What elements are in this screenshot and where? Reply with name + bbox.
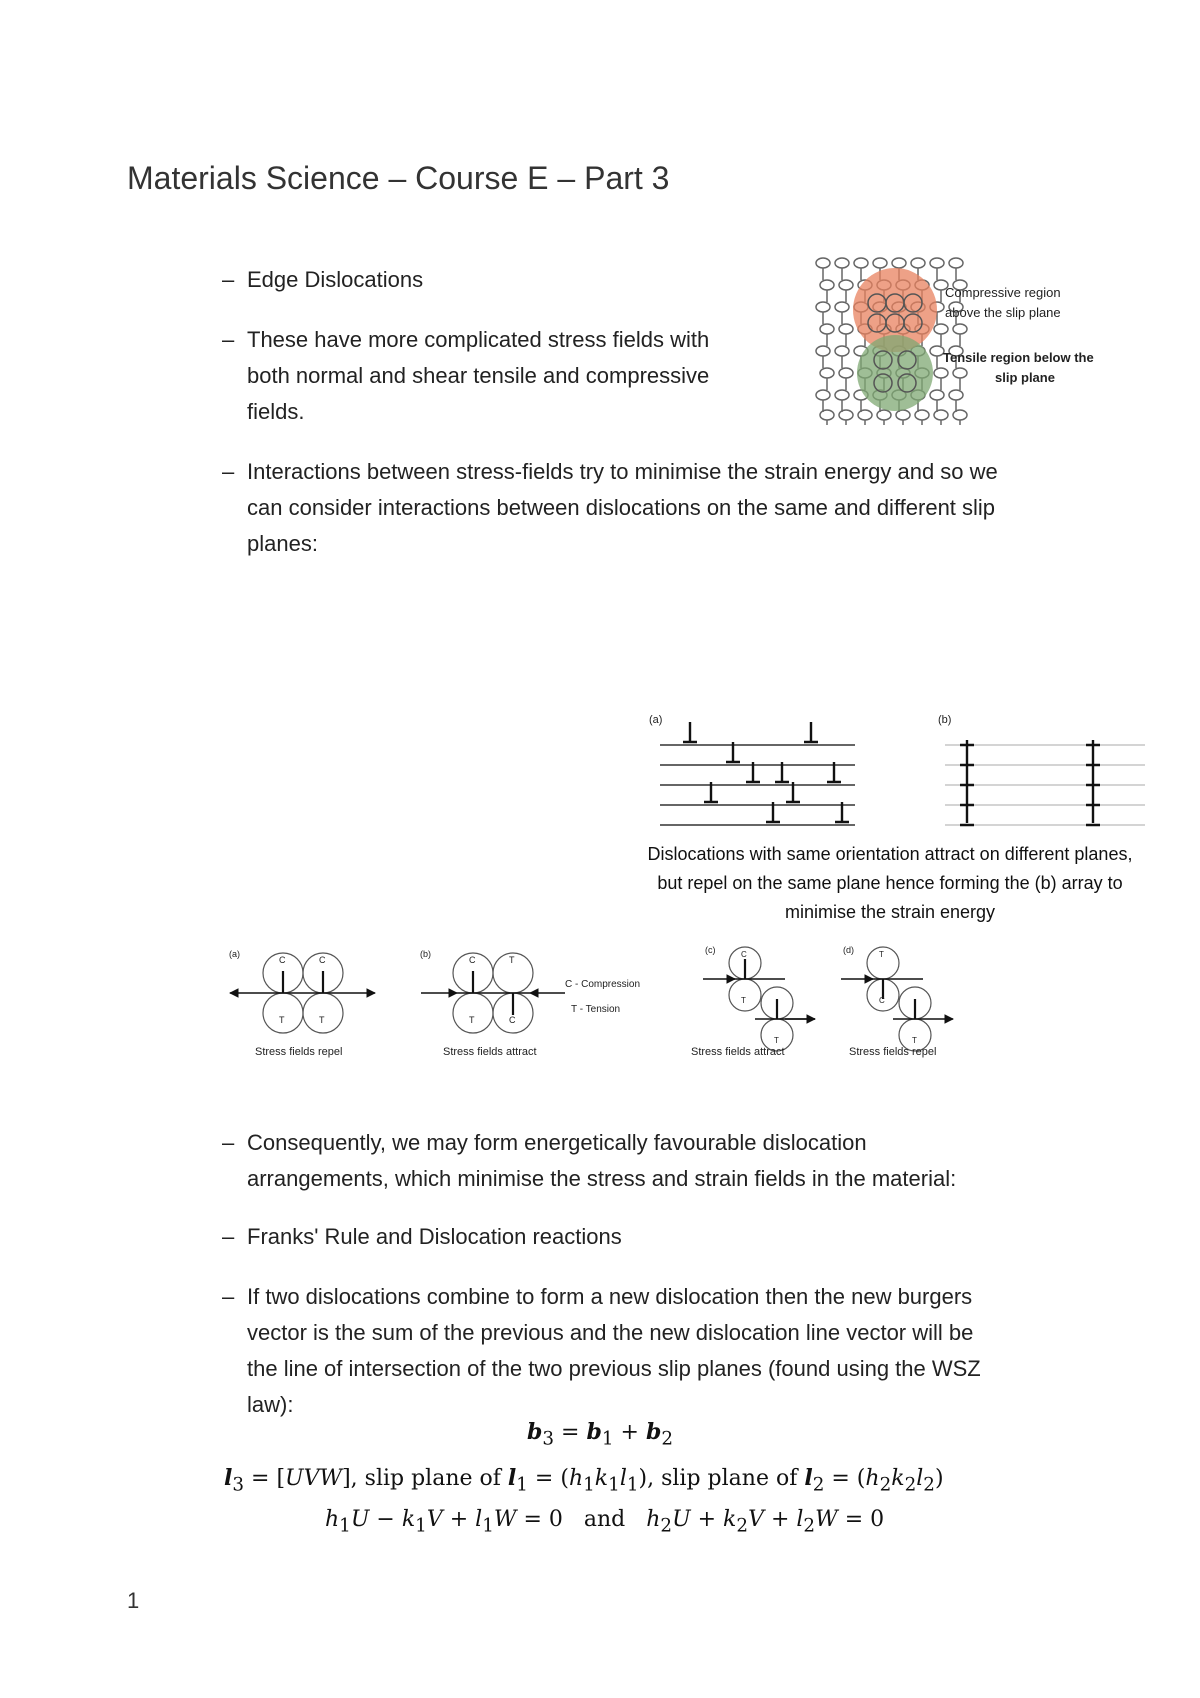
lattice-atom xyxy=(816,390,830,400)
lattice-atom xyxy=(858,410,872,420)
bullet-text: These have more complicated stress fields with both normal and shear tensile and compressive fields. xyxy=(247,327,710,424)
lattice-atom xyxy=(820,410,834,420)
svg-text:(d): (d) xyxy=(843,945,854,955)
equation-burgers-sum: $b_3 = b_1 + b_2$ xyxy=(527,1419,674,1450)
bullet-text: Franks' Rule and Dislocation reactions xyxy=(247,1224,622,1249)
lattice-atom xyxy=(930,258,944,268)
bullet-burgers-vector xyxy=(222,1279,1102,1425)
lattice-atom xyxy=(915,410,929,420)
svg-text:C: C xyxy=(879,996,885,1005)
lattice-atom xyxy=(934,410,948,420)
lattice-atom xyxy=(816,302,830,312)
page-title: Materials Science – Course E – Part 3 xyxy=(127,160,670,196)
svg-text:T - Tension: T - Tension xyxy=(571,1004,621,1015)
svg-text:(b): (b) xyxy=(420,949,431,959)
lattice-atom xyxy=(839,324,853,334)
panel-c xyxy=(691,945,815,1058)
lattice-atom xyxy=(877,410,891,420)
lattice-atom xyxy=(930,346,944,356)
bullet-dash: – xyxy=(222,1224,235,1249)
svg-text:(a): (a) xyxy=(229,949,240,959)
svg-text:C: C xyxy=(319,955,326,965)
slip-planes-a xyxy=(660,745,855,825)
svg-text:Stress fields attract: Stress fields attract xyxy=(691,1046,785,1058)
lattice-atom xyxy=(835,302,849,312)
equation-plane-conditions: $h_1U - k_1V + l_1W = 0$ and $h_2U + k_2V + l_2W = 0$ xyxy=(325,1507,885,1537)
bullet-edge-dislocations xyxy=(222,262,742,298)
bullet-interactions xyxy=(222,454,1102,564)
dislocation-array-figure xyxy=(645,705,1155,835)
lattice-atom xyxy=(896,410,910,420)
tensile-label-line2: slip plane xyxy=(995,370,1055,385)
svg-text:C: C xyxy=(741,950,747,959)
bullet-text: If two dislocations combine to form a new dislocation then the new burgers vector is the sum of the previous and the new dislocation line vector will be the line of intersection of the two previous slip planes (found using the WSZ law): xyxy=(247,1284,981,1417)
dislocation-symbols-b xyxy=(960,740,1100,825)
lattice-atom xyxy=(953,324,967,334)
panel-b-label: (b) xyxy=(938,714,952,726)
lattice-atom xyxy=(835,258,849,268)
equation-line-vector: $l_3 = [UVW]$, slip plane of $l_1 = (h_1k_1l_1)$, slip plane of $l_2 = (h_2k_2l_2)$ xyxy=(224,1465,944,1496)
lattice-atom xyxy=(892,258,906,268)
lattice-atom xyxy=(854,258,868,268)
svg-text:T: T xyxy=(774,1036,779,1045)
lattice-atom xyxy=(934,368,948,378)
panel-a-label: (a) xyxy=(649,714,663,726)
lattice-atom xyxy=(839,280,853,290)
lattice-atom xyxy=(835,346,849,356)
panel-a xyxy=(229,949,375,1058)
compressive-label-line2: above the slip plane xyxy=(945,305,1061,320)
svg-text:Stress fields attract: Stress fields attract xyxy=(443,1046,537,1058)
lattice-atom xyxy=(953,368,967,378)
lattice-atom xyxy=(839,368,853,378)
lattice-atom xyxy=(820,280,834,290)
tensile-region xyxy=(857,335,933,411)
lattice-atom xyxy=(911,258,925,268)
svg-text:T: T xyxy=(279,1015,285,1025)
bullet-dash: – xyxy=(222,1284,235,1309)
lattice-atom xyxy=(873,258,887,268)
svg-text:C: C xyxy=(279,955,286,965)
array-figure-caption: Dislocations with same orientation attract on different planes, but repel on the same plane hence forming the (b) array to minimise the strain energy xyxy=(647,844,1133,922)
edge-dislocation-lattice-figure xyxy=(815,255,1115,425)
lattice-atom xyxy=(816,346,830,356)
svg-text:C: C xyxy=(509,1015,516,1025)
lattice-atom xyxy=(934,324,948,334)
bullet-dash: – xyxy=(222,1130,235,1155)
panel-b xyxy=(420,949,640,1058)
page-number: 1 xyxy=(127,1588,140,1613)
bullet-text: Edge Dislocations xyxy=(247,267,424,292)
bullet-text: Interactions between stress-fields try to minimise the strain energy and so we can consider interactions between dislocations on the same and different slip planes: xyxy=(247,459,998,556)
svg-text:T: T xyxy=(912,1036,917,1045)
lattice-atom xyxy=(953,410,967,420)
bullet-consequently xyxy=(222,1125,1102,1199)
bullet-franks-rule xyxy=(222,1219,1102,1255)
bullet-dash: – xyxy=(222,267,235,292)
bullet-dash: – xyxy=(222,459,235,484)
dislocation-symbols-a xyxy=(683,722,849,822)
lattice-atom xyxy=(949,258,963,268)
lattice-atom xyxy=(820,368,834,378)
svg-text:Stress fields repel: Stress fields repel xyxy=(255,1046,343,1058)
panel-d xyxy=(841,945,953,1058)
lattice-atom xyxy=(949,390,963,400)
bullet-stress-fields xyxy=(222,322,762,432)
svg-text:T: T xyxy=(319,1015,325,1025)
svg-text:T: T xyxy=(509,955,515,965)
stress-field-interaction-figure xyxy=(225,945,985,1070)
tensile-label-line1: Tensile region below the xyxy=(943,350,1094,365)
svg-text:T: T xyxy=(469,1015,475,1025)
slip-planes-b xyxy=(945,745,1145,825)
bullet-dash: – xyxy=(222,327,235,352)
lattice-atom xyxy=(839,410,853,420)
svg-text:T: T xyxy=(879,950,884,959)
svg-text:C - Compression: C - Compression xyxy=(565,979,641,990)
svg-text:(c): (c) xyxy=(705,945,716,955)
svg-text:T: T xyxy=(741,996,746,1005)
lattice-atom xyxy=(820,324,834,334)
bullet-text: Consequently, we may form energetically favourable dislocation arrangements, which minimise the stress and strain fields in the material: xyxy=(247,1130,957,1191)
lattice-atom xyxy=(930,390,944,400)
svg-text:C: C xyxy=(469,955,476,965)
lattice-atom xyxy=(816,258,830,268)
compressive-label-line1: Compressive region xyxy=(945,285,1061,300)
svg-text:Stress fields repel: Stress fields repel xyxy=(849,1046,937,1058)
lattice-atom xyxy=(835,390,849,400)
